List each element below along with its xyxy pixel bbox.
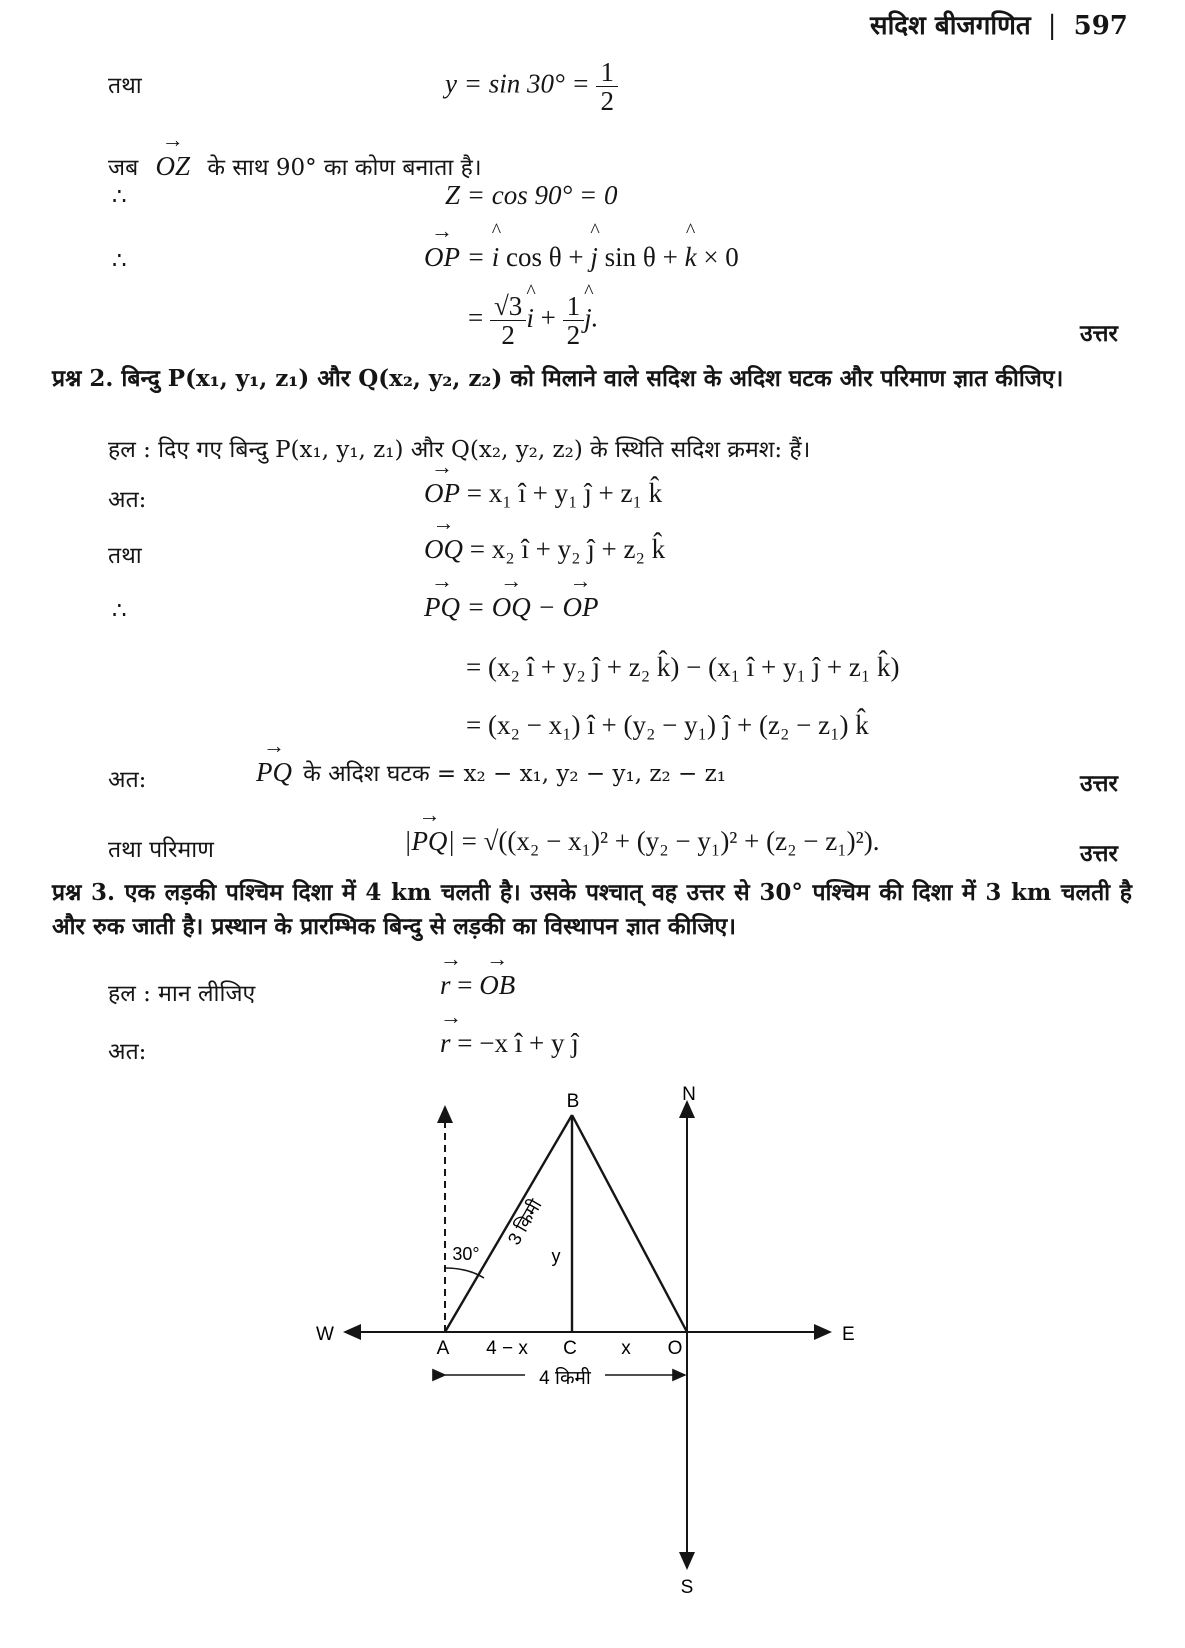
- q2-l1-label: अत:: [108, 487, 147, 513]
- therefore-symbol: ∴: [112, 248, 127, 274]
- q2-magnitude: |→ PQ| = √((x₂ − x₁)² + (y₂ − y₁)² + (z₂ − z₁)²).: [404, 826, 879, 857]
- q2-l5-eq: = (x₂ − x₁) î + (y₂ − y₁) ĵ + (z₂ − z₁) k̂: [466, 710, 869, 740]
- q3-l1-eq: → r = → OB: [440, 970, 515, 1001]
- q2-l3-eq: → PQ = → OQ − → OP: [424, 592, 598, 623]
- therefore-symbol: ∴: [112, 184, 127, 210]
- q2-l2-label: तथा: [108, 543, 142, 569]
- side-ab: [445, 1115, 572, 1332]
- q2-comp-label: अत:: [108, 767, 147, 793]
- answer-label: उत्तर: [1080, 320, 1118, 347]
- vector-oz: → OZ: [156, 151, 191, 182]
- label-c: C: [563, 1338, 577, 1359]
- q3-l2-label: अत:: [108, 1039, 147, 1065]
- therefore-symbol: ∴: [112, 598, 127, 624]
- question-2: प्रश्न 2. बिन्दु P(x₁, y₁, z₁) और Q(x₂, y₂, z₂) को मिलाने वाले सदिश के अदिश घटक और परिमाण ज्ञात कीजिए।: [52, 365, 1064, 392]
- top-l2: जब → OZ के साथ 90° का कोण बनाता है।: [108, 150, 482, 182]
- label-a: A: [436, 1338, 450, 1359]
- q2-solution: हल : दिए गए बिन्दु P(x₁, y₁, z₁) और Q(x₂, y₂, z₂) के स्थिति सदिश क्रमश: हैं।: [108, 437, 811, 463]
- q2-l2-eq: → OQ = x₂ î + y₂ ĵ + z₂ k̂: [424, 534, 665, 565]
- q2-components: → PQ के अदिश घटक = x₂ − x₁, y₂ − y₁, z₂ − z₁: [256, 756, 726, 788]
- q2-mag-label: तथा परिमाण: [108, 837, 214, 863]
- co-label: x: [621, 1338, 631, 1359]
- y-label: y: [551, 1246, 561, 1266]
- q2-l4-eq: = (x₂ î + y₂ ĵ + z₂ k̂) − (x₁ î + y₁ ĵ + z₁ k̂): [466, 652, 900, 682]
- page-number: 597: [1073, 11, 1128, 41]
- q3-l2-eq: → r = −x î + y ĵ: [440, 1028, 579, 1059]
- chapter-title: सदिश बीजगणित: [870, 11, 1031, 41]
- ac-label: 4 − x: [486, 1338, 528, 1359]
- side-label: 3 किमी: [503, 1195, 546, 1249]
- top-l5-eq: = $\frac{√3}{2}$ ^ i + $\frac{1}{2}$ ^ j.: [468, 292, 598, 349]
- top-l1-label: तथा: [108, 73, 142, 99]
- side-bo: [572, 1115, 687, 1332]
- label-w: W: [316, 1324, 334, 1345]
- top-l1-eq: y = sin 30° = $\frac{1}{2}$: [445, 58, 618, 115]
- label-n: N: [682, 1084, 696, 1105]
- q2-l1-eq: → OP = x₁ î + y₁ ĵ + z₁ k̂: [424, 478, 662, 509]
- q3-l1-label: हल : मान लीजिए: [108, 981, 256, 1007]
- dist-label: 4 किमी: [539, 1368, 591, 1389]
- top-l3-eq: Z = cos 90° = 0: [445, 180, 618, 210]
- label-s: S: [680, 1577, 694, 1598]
- label-e: E: [842, 1324, 855, 1345]
- answer-label: उत्तर: [1080, 770, 1118, 797]
- label-b: B: [566, 1091, 580, 1112]
- label-o: O: [667, 1338, 683, 1359]
- angle-label: 30°: [452, 1244, 480, 1264]
- top-l4-eq: → OP = ^ i cos θ + ^ j sin θ + ^ k × 0: [424, 242, 739, 273]
- header-separator: |: [1047, 11, 1057, 41]
- answer-label: उत्तर: [1080, 840, 1118, 867]
- question-3: प्रश्न 3. एक लड़की पश्चिम दिशा में 4 km चलती है। उसके पश्चात् वह उत्तर से 30° पश्चिम की दिशा में 3 km चलती है और रुक जाती है। प्रस्थान के प्रारम्भिक बिन्दु से लड़की का विस्थापन ज्ञात कीजिए।: [52, 879, 1132, 940]
